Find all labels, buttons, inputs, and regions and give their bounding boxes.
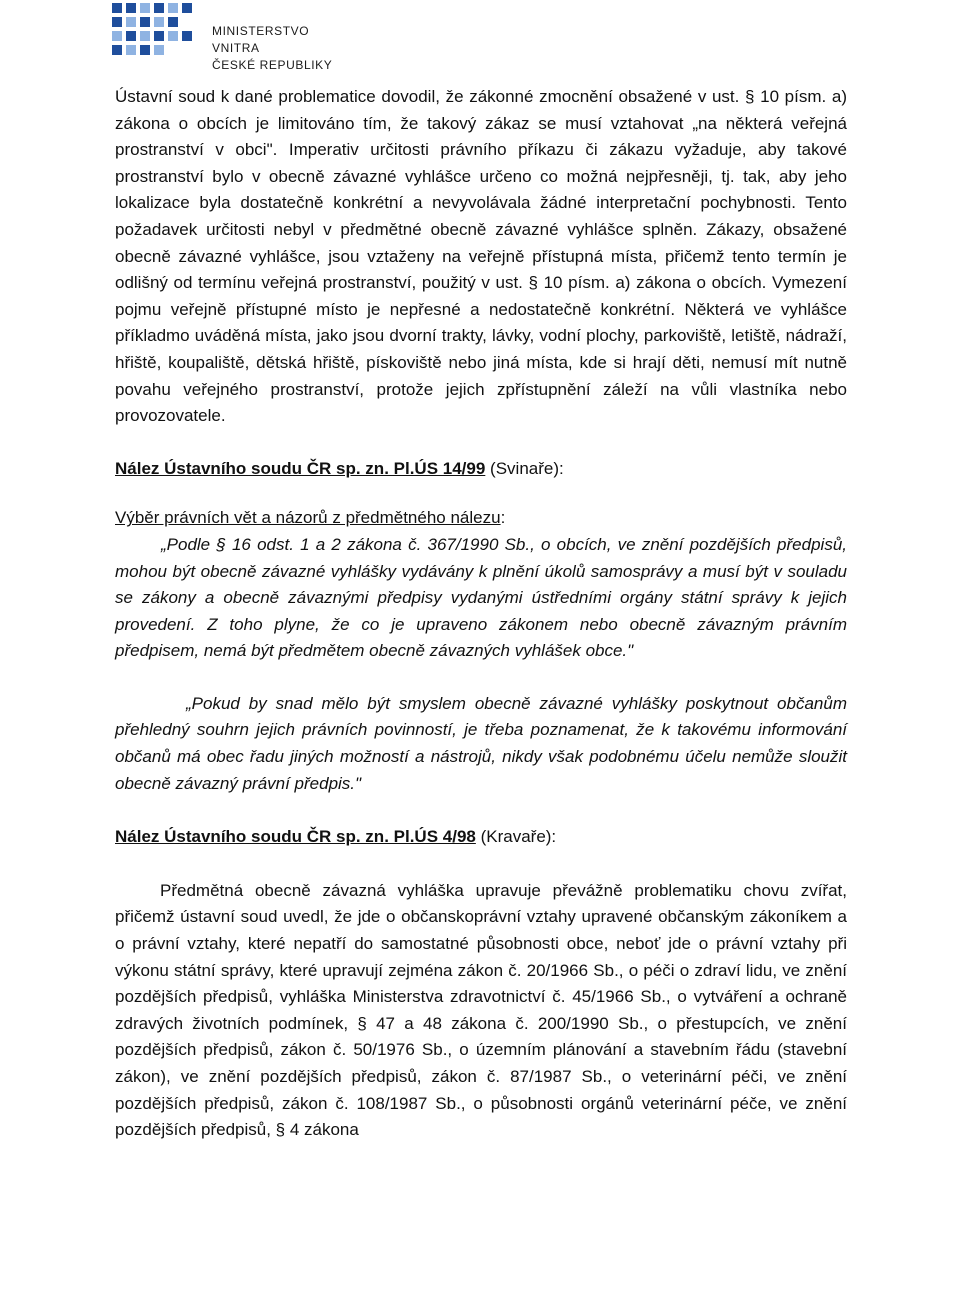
- subheading-vyber-colon: :: [500, 508, 506, 528]
- quote-podle-16: „Podle § 16 odst. 1 a 2 zákona č. 367/1990 Sb., o obcích, ve znění pozdějších předpisů, mohou být obecně závazné vyhlášky vydávány k plnění úkolů samosprávy a musí být v souladu se zákony a obecně závaznými předpisy vydanými ústředními orgány státní správy k jejich provedení. Z toho plyne, že co je upraveno zákonem nebo obecně závazným právním předpisem, nemá být předmětem obecně závazných vyhlášek obce.": [115, 534, 847, 661]
- heading-nalez-4-98-ref: Nález Ústavního soudu ČR sp. zn. Pl.ÚS 4/98: [115, 827, 476, 847]
- document-body: [115, 84, 847, 1144]
- heading-nalez-14-99: [115, 456, 847, 483]
- paragraph-predmetna: Předmětná obecně závazná vyhláška upravuje převážně problematiku chovu zvířat, přičemž ústavní soud uvedl, že jde o občanskoprávní vztahy upravené občanským zákoníkem a o právní vztahy, které nepatří do samostatné působnosti obce, neboť jde o právní vztahy při výkonu státní správy, které upravují zejména zákon č. 20/1966 Sb., o péči o zdraví lidu, ve znění pozdějších předpisů, vyhláška Ministerstva zdravotnictví č. 45/1966 Sb., o vytváření a ochraně zdravých životních podmínek, § 47 a 48 zákona č. 200/1990 Sb., o přestupcích, ve znění pozdějších předpisů, zákon č. 50/1976 Sb., o územním plánování a stavebním řádu (stavební zákon), ve znění pozdějších předpisů, zákon č. 87/1987 Sb., o veterinární péči, ve znění pozdějších předpisů, zákon č. 108/1987 Sb., o působnosti orgánů veterinární péče, ve znění pozdějších předpisů, § 4 zákona: [115, 880, 847, 1140]
- heading-nalez-14-99-place: (Svinaře):: [485, 458, 564, 478]
- logo-mark-icon: [112, 3, 200, 59]
- subheading-vyber: [115, 505, 847, 532]
- subheading-vyber-text: Výběr právních vět a názorů z předmětného nálezu: [115, 508, 501, 528]
- logo-line-2: ČESKÉ REPUBLIKY: [212, 58, 333, 72]
- heading-nalez-4-98-place: (Kravaře):: [475, 827, 557, 847]
- ministry-logo: [112, 3, 352, 72]
- heading-nalez-4-98: [115, 824, 847, 851]
- logo-line-1: MINISTERSTVO VNITRA: [212, 24, 310, 55]
- heading-nalez-14-99-ref: Nález Ústavního soudu ČR sp. zn. Pl.ÚS 14/99: [115, 458, 486, 478]
- paragraph-ustavni-soud: Ústavní soud k dané problematice dovodil, že zákonné zmocnění obsažené v ust. § 10 písm. a) zákona o obcích je limitováno tím, že takový zákaz se musí vztahovat „na některá veřejná prostranství v obci". Imperativ určitosti právního příkazu či zákazu vyžaduje, aby takové prostranství bylo v obecně závazné vyhlášce určeno co možná nejpřesněji, tj. tak, aby jeho lokalizace byla dostatečně konkrétní a nevyvolávala žádné interpretační pochybnosti. Tento požadavek určitosti nebyl v předmětné obecně závazné vyhlášce splněn. Zákazy, obsažené obecně závazné vyhlášce, jsou vztaženy na veřejně přístupná místa, přičemž tento termín je odlišný od termínu veřejná prostranství, použitý v ust. § 10 písm. a) zákona o obcích. Vymezení pojmu veřejně přístupné místo je nepřesné a nedostatečně konkrétní. Některá ve vyhlášce příkladmo uváděná místa, jako jsou dvorní trakty, lávky, vodní plochy, parkoviště, letiště, nádraží, hřiště, koupaliště, dětská hřiště, pískoviště nebo jiná místa, kde si hrají děti, nemusí mít nutně povahu veřejného prostranství, protože jejich zpřístupnění záleží na vůli vlastníka nebo provozovatele.: [115, 87, 847, 426]
- quote-pokud-by: „Pokud by snad mělo být smyslem obecně závazné vyhlášky poskytnout občanům přehledný souhrn jejich právních povinností, je třeba poznamenat, že k takovému informování občanů má obec řadu jiných možností a nástrojů, nikdy však podobnému účelu nemůže sloužit obecně závazný právní předpis.": [115, 693, 847, 793]
- logo-text: [212, 23, 352, 74]
